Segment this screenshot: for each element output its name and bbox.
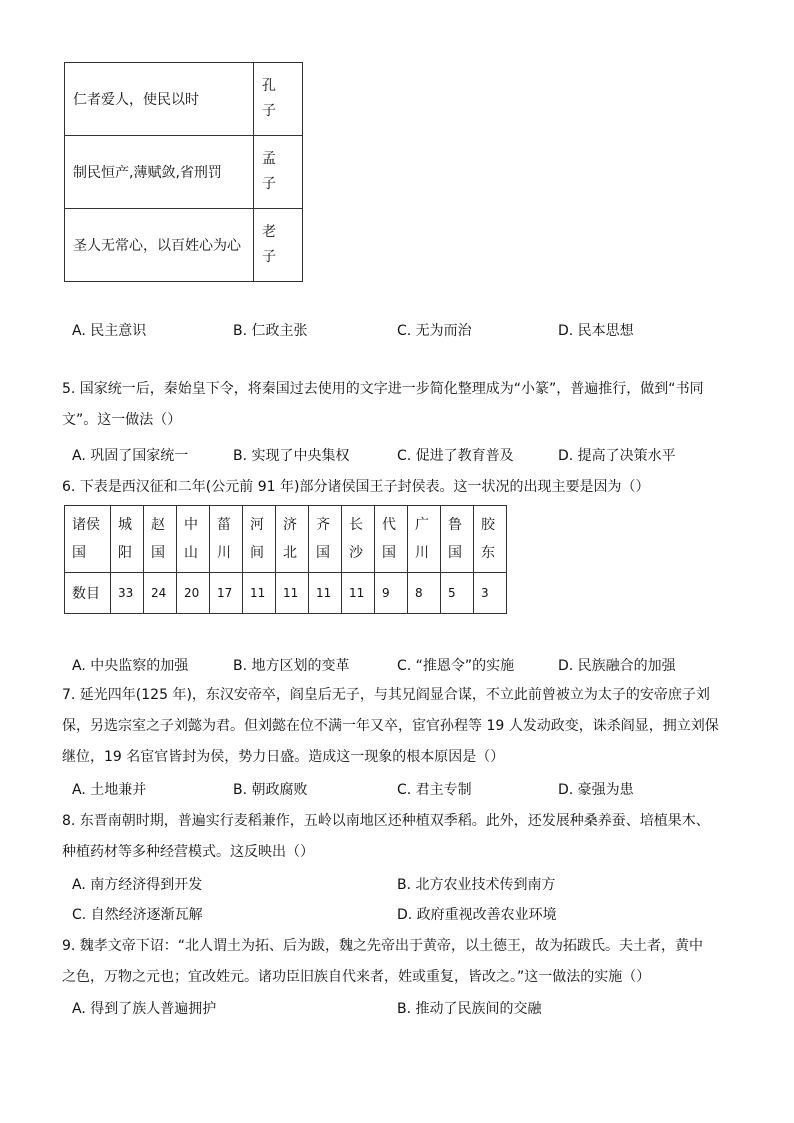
table-cell: 33 xyxy=(111,573,144,614)
table-cell: 20 xyxy=(177,573,210,614)
option-b[interactable]: B. 实现了中央集权 xyxy=(233,448,350,464)
option-c[interactable]: C. 促进了教育普及 xyxy=(397,448,514,464)
option-a[interactable]: A. 中央监察的加强 xyxy=(72,658,189,674)
thinker-cell: 孔 子 xyxy=(254,63,303,136)
table-cell: 11 xyxy=(309,573,342,614)
table-header-cell: 城 阳 xyxy=(111,506,144,573)
table-cell: 9 xyxy=(375,573,408,614)
marquis-table xyxy=(64,505,507,614)
thinkers-table xyxy=(64,62,303,282)
table-cell: 24 xyxy=(144,573,177,614)
option-c[interactable]: C. 无为而治 xyxy=(397,323,472,339)
option-a[interactable]: A. 南方经济得到开发 xyxy=(72,877,203,893)
table-header-cell: 齐 国 xyxy=(309,506,342,573)
table-row xyxy=(65,573,507,614)
table-header-cell: 诸侯 国 xyxy=(65,506,111,573)
table-cell: 8 xyxy=(408,573,441,614)
table-header-cell: 广 川 xyxy=(408,506,441,573)
option-a[interactable]: A. 得到了族人普遍拥护 xyxy=(72,1001,217,1017)
option-a[interactable]: A. 巩固了国家统一 xyxy=(72,448,189,464)
table-header-cell: 胶 东 xyxy=(474,506,507,573)
table-cell: 11 xyxy=(243,573,276,614)
quote-cell: 仁者爱人，使民以时 xyxy=(65,63,254,136)
option-a[interactable]: A. 土地兼并 xyxy=(72,782,147,798)
thinker-cell: 孟 子 xyxy=(254,136,303,209)
option-d[interactable]: D. 民族融合的加强 xyxy=(558,658,676,674)
question-7-stem: 7. 延光四年(125 年)，东汉安帝卒，阎皇后无子，与其兄阎显合谋，不立此前曾被立为太子的安帝庶子刘 保，另选宗室之子刘懿为君。但刘懿在位不满一年又卒，宦官孙程等 19 人发动政变，诛杀阎显，拥立刘保 继位，19 名宦官皆封为侯，势力日盛。造成这一现象的根本原因是（） xyxy=(62,687,719,765)
option-b[interactable]: B. 朝政腐败 xyxy=(233,782,308,798)
table-cell: 3 xyxy=(474,573,507,614)
table-header-cell: 长 沙 xyxy=(342,506,375,573)
table-header-cell: 赵 国 xyxy=(144,506,177,573)
table-header-cell: 代 国 xyxy=(375,506,408,573)
quote-cell: 制民恒产,薄赋敛,省刑罚 xyxy=(65,136,254,209)
option-c[interactable]: C. 自然经济逐渐瓦解 xyxy=(72,907,203,923)
table-header-cell: 中 山 xyxy=(177,506,210,573)
table-cell: 11 xyxy=(276,573,309,614)
table-cell: 17 xyxy=(210,573,243,614)
question-6-stem: 6. 下表是西汉征和二年(公元前 91 年)部分诸侯国王子封侯表。这一状况的出现主要是因为（） xyxy=(62,479,650,495)
question-5-stem: 5. 国家统一后，秦始皇下令，将秦国过去使用的文字进一步简化整理成为“小篆”，普遍推行，做到“书同 文”。这一做法（） xyxy=(62,381,704,428)
table-row xyxy=(65,209,303,282)
table-header-cell: 河 间 xyxy=(243,506,276,573)
option-b[interactable]: B. 仁政主张 xyxy=(233,323,308,339)
option-c[interactable]: C. 君主专制 xyxy=(397,782,472,798)
option-b[interactable]: B. 地方区划的变革 xyxy=(233,658,350,674)
table-row xyxy=(65,136,303,209)
table-cell: 5 xyxy=(441,573,474,614)
table-cell: 11 xyxy=(342,573,375,614)
thinker-cell: 老 子 xyxy=(254,209,303,282)
option-c[interactable]: C. “推恩令”的实施 xyxy=(397,658,515,674)
table-header-cell: 菑 川 xyxy=(210,506,243,573)
option-d[interactable]: D. 民本思想 xyxy=(558,323,634,339)
option-b[interactable]: B. 推动了民族间的交融 xyxy=(397,1001,542,1017)
table-header-cell: 济 北 xyxy=(276,506,309,573)
table-header-cell: 鲁 国 xyxy=(441,506,474,573)
option-a[interactable]: A. 民主意识 xyxy=(72,323,147,339)
question-9-stem: 9. 魏孝文帝下诏：“北人谓土为拓、后为跋，魏之先帝出于黄帝，以土德王，故为拓跋氏。夫土者，黄中 之色，万物之元也；宜改姓元。诸功臣旧族自代来者，姓或重复，皆改之。”这一做法的实施（） xyxy=(62,938,704,985)
table-header-row xyxy=(65,506,507,573)
option-d[interactable]: D. 提高了决策水平 xyxy=(558,448,676,464)
quote-cell: 圣人无常心，以百姓心为心 xyxy=(65,209,254,282)
table-row xyxy=(65,63,303,136)
option-d[interactable]: D. 豪强为患 xyxy=(558,782,634,798)
table-cell: 数目 xyxy=(65,573,111,614)
question-8-stem: 8. 东晋南朝时期，普遍实行麦稻兼作，五岭以南地区还种植双季稻。此外，还发展种桑养蚕、培植果木、 种植药材等多种经营模式。这反映出（） xyxy=(62,813,710,860)
option-b[interactable]: B. 北方农业技术传到南方 xyxy=(397,877,556,893)
option-d[interactable]: D. 政府重视改善农业环境 xyxy=(397,907,557,923)
